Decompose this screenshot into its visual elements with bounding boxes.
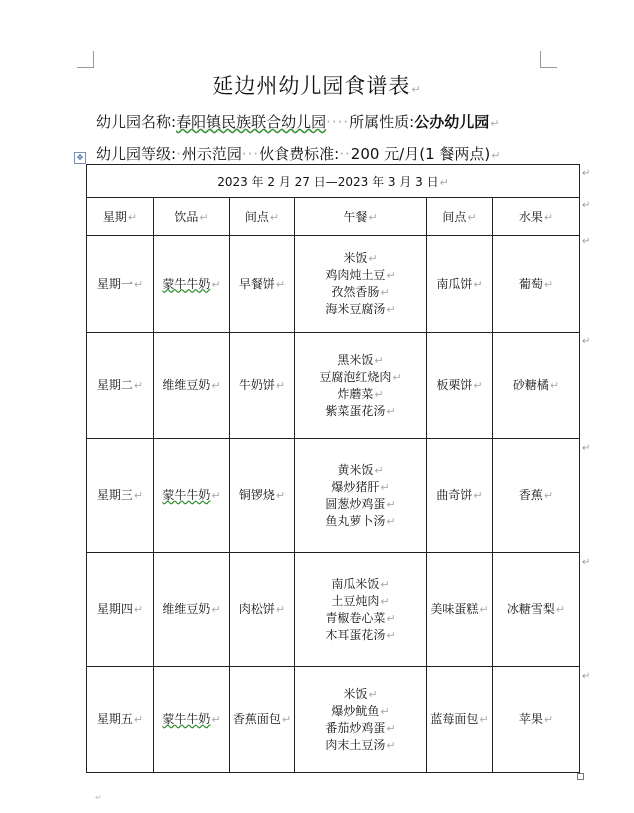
header-drink: 饮品↵	[154, 198, 230, 236]
row-end-mark: ↵	[582, 236, 591, 247]
snack1-cell: 牛奶饼↵	[230, 333, 295, 439]
day-cell: 星期五↵	[87, 667, 154, 773]
lunch-item: 肉末土豆汤↵	[325, 737, 396, 752]
lunch-item: 土豆炖肉↵	[331, 593, 390, 608]
fruit-cell: 砂糖橘↵	[493, 333, 580, 439]
header-fruit: 水果↵	[493, 198, 580, 236]
nature-value: 公办幼儿园	[414, 113, 490, 131]
table-move-handle-icon[interactable]: ✥	[74, 152, 86, 164]
table-row	[87, 236, 580, 333]
row-end-mark: ↵	[582, 336, 591, 347]
snack1-cell: 早餐饼↵	[230, 236, 295, 333]
drink-cell: 维维豆奶↵	[154, 333, 230, 439]
fee-label: 伙食费标准:	[259, 145, 340, 163]
fruit-cell: 葡萄↵	[493, 236, 580, 333]
lunch-item: 海米豆腐汤↵	[325, 302, 396, 316]
table-resize-handle[interactable]	[577, 773, 584, 780]
date-row	[87, 165, 580, 198]
info-line-2: 幼儿园等级:·州示范园···伙食费标准:··200 元/月(1 餐两点)↵	[96, 145, 501, 163]
header-lunch: 午餐↵	[295, 198, 427, 236]
header-snack-2: 间点↵	[427, 198, 493, 236]
kindergarten-name-value: 春阳镇民族联合幼儿园	[176, 113, 327, 131]
lunch-cell	[295, 667, 427, 773]
drink-cell: 蒙牛牛奶↵	[154, 439, 230, 553]
lunch-cell	[295, 236, 427, 333]
lunch-item: 黄米饭↵	[337, 462, 384, 477]
lunch-item: 爆炒猪肝↵	[331, 479, 390, 494]
lunch-item: 米饭↵	[343, 686, 378, 701]
table-row	[87, 333, 580, 439]
nature-label: 所属性质:	[349, 113, 415, 131]
kindergarten-name-label: 幼儿园名称:	[96, 113, 177, 131]
lunch-item: 番茄炒鸡蛋↵	[325, 720, 396, 735]
lunch-item: 黑米饭↵	[337, 352, 384, 367]
row-end-mark: ↵	[582, 168, 591, 179]
lunch-item: 圆葱炒鸡蛋↵	[325, 496, 396, 511]
day-cell: 星期二↵	[87, 333, 154, 439]
grade-value: 州示范园	[181, 145, 242, 163]
lunch-cell	[295, 333, 427, 439]
lunch-item: 南瓜米饭↵	[331, 576, 390, 591]
row-end-mark: ↵	[582, 671, 591, 682]
lunch-cell	[295, 439, 427, 553]
lunch-item: 紫菜蛋花汤↵	[325, 403, 396, 418]
end-mark: ↵	[95, 793, 102, 802]
lunch-item: 炸蘑菜↵	[337, 386, 384, 401]
lunch-cell	[295, 553, 427, 667]
snack2-cell: 曲奇饼↵	[427, 439, 493, 553]
fruit-cell: 冰糖雪梨↵	[493, 553, 580, 667]
day-cell: 星期一↵	[87, 236, 154, 333]
lunch-item: 鱼丸萝卜汤↵	[325, 513, 396, 528]
snack1-cell: 铜锣烧↵	[230, 439, 295, 553]
header-weekday: 星期↵	[87, 198, 154, 236]
day-cell: 星期三↵	[87, 439, 154, 553]
crop-mark-top-left	[77, 51, 94, 68]
snack2-cell: 板栗饼↵	[427, 333, 493, 439]
drink-cell: 蒙牛牛奶↵	[154, 236, 230, 333]
crop-mark-top-right	[540, 51, 557, 68]
day-cell: 星期四↵	[87, 553, 154, 667]
table-row	[87, 439, 580, 553]
date-range-cell: 2023 年 2 月 27 日—2023 年 3 月 3 日↵	[87, 165, 580, 198]
menu-table	[86, 164, 580, 773]
lunch-item: 孜然香肠↵	[331, 285, 390, 299]
lunch-item: 青椒卷心菜↵	[325, 610, 396, 625]
snack2-cell: 蓝莓面包↵	[427, 667, 493, 773]
row-end-mark: ↵	[582, 557, 591, 568]
header-snack-1: 间点↵	[230, 198, 295, 236]
lunch-item: 木耳蛋花汤↵	[325, 627, 396, 642]
lunch-item: 豆腐泡红烧肉↵	[319, 369, 402, 384]
grade-label: 幼儿园等级:	[96, 145, 177, 163]
snack2-cell: 美味蛋糕↵	[427, 553, 493, 667]
fruit-cell: 香蕉↵	[493, 439, 580, 553]
table-row	[87, 667, 580, 773]
drink-cell: 蒙牛牛奶↵	[154, 667, 230, 773]
row-end-mark: ↵	[582, 200, 591, 211]
drink-cell: 维维豆奶↵	[154, 553, 230, 667]
info-line-1: 幼儿园名称:春阳镇民族联合幼儿园····所属性质:公办幼儿园↵	[96, 113, 500, 131]
lunch-item: 爆炒鱿鱼↵	[331, 703, 390, 718]
snack2-cell: 南瓜饼↵	[427, 236, 493, 333]
document-title: 延边州幼儿园食谱表↵	[212, 74, 422, 98]
snack1-cell: 肉松饼↵	[230, 553, 295, 667]
lunch-item: 鸡肉炖土豆↵	[325, 268, 396, 282]
snack1-cell: 香蕉面包↵	[230, 667, 295, 773]
row-end-mark: ↵	[582, 443, 591, 454]
header-row	[87, 198, 580, 236]
fruit-cell: 苹果↵	[493, 667, 580, 773]
fee-value: 200 元/月(1 餐两点)	[350, 145, 491, 163]
table-row	[87, 553, 580, 667]
lunch-item: 米饭↵	[343, 251, 378, 265]
